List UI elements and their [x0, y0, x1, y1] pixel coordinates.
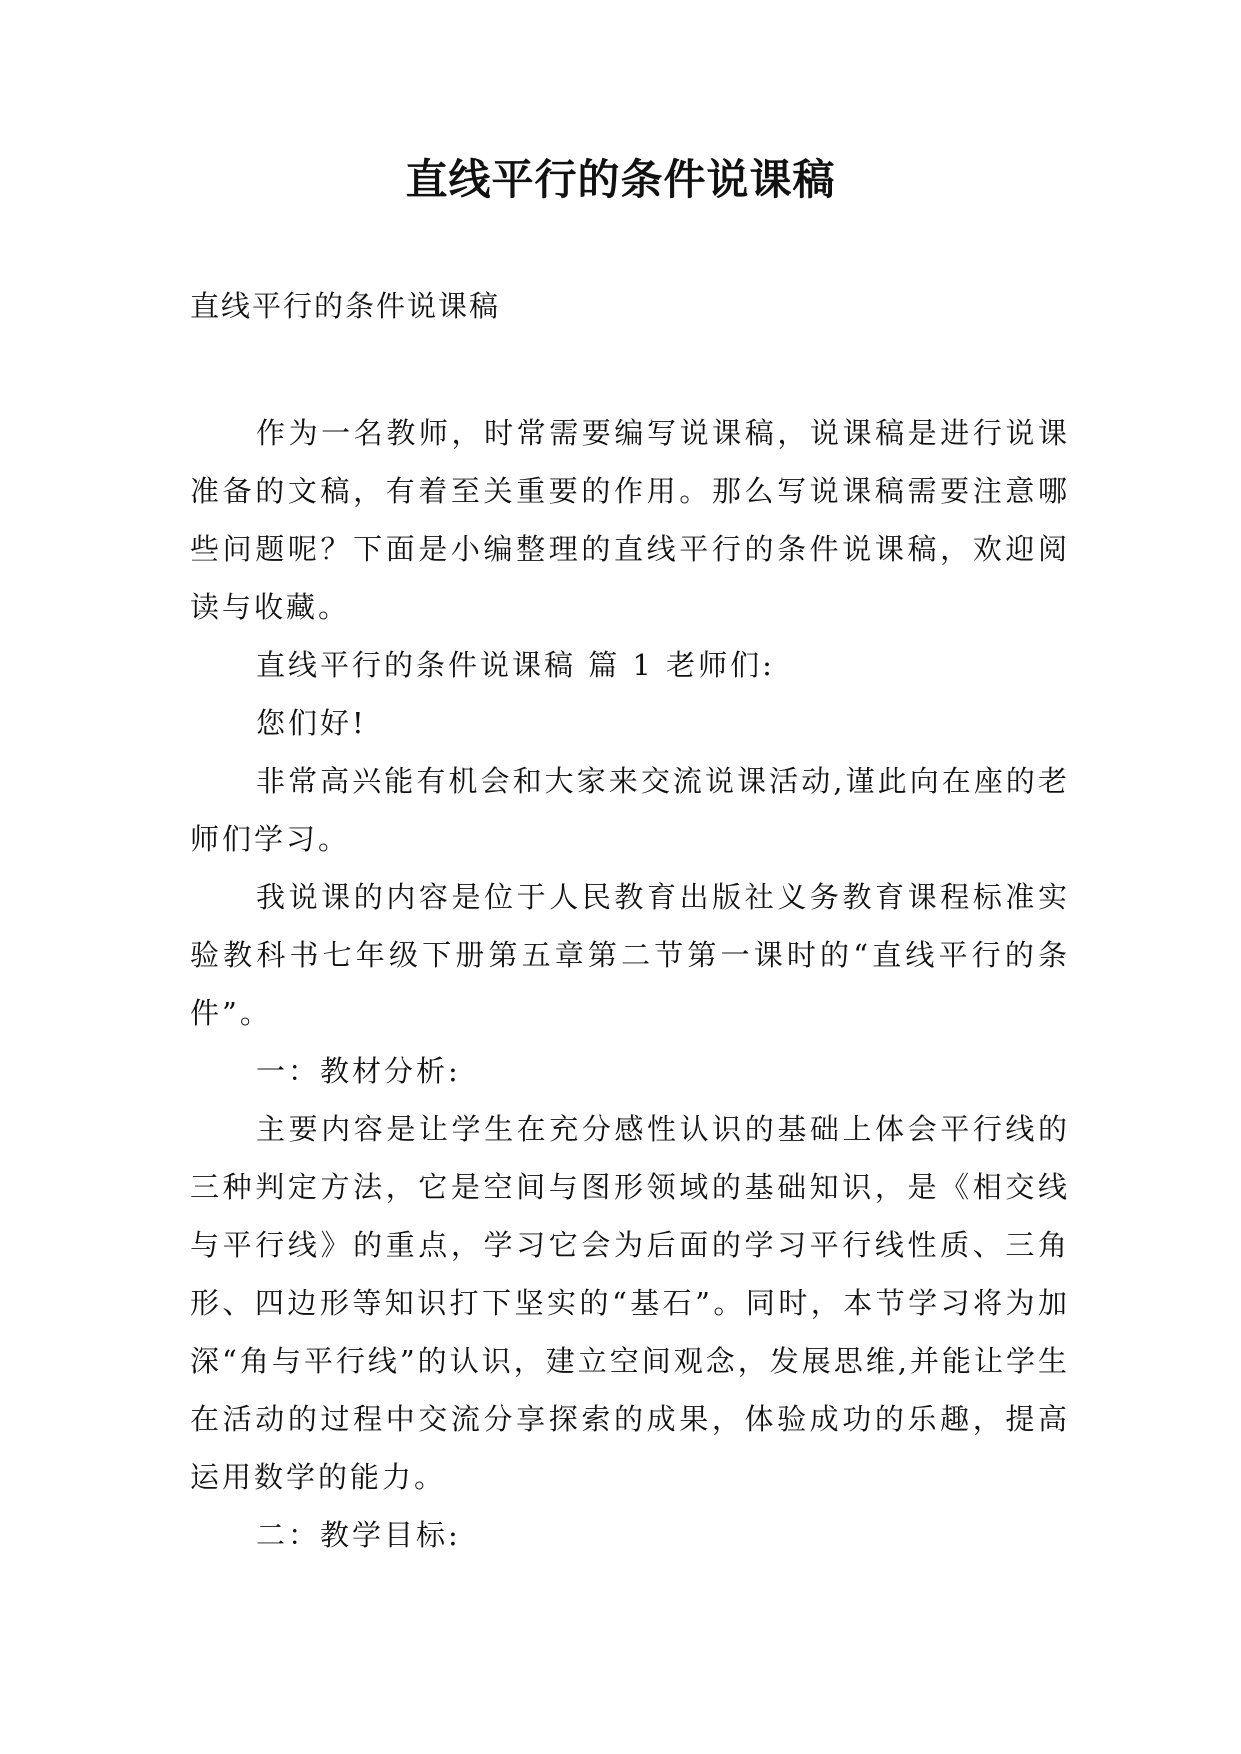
opening-paragraph: 非常高兴能有机会和大家来交流说课活动,谨此向在座的老师们学习。 [190, 764, 1070, 856]
section-heading-textbook-analysis: 一：教材分析: [256, 1054, 461, 1088]
greeting-paragraph: 您们好! [256, 706, 367, 740]
intro-paragraph: 作为一名教师，时常需要编写说课稿，说课稿是进行说课准备的文稿，有着至关重要的作用。那么写说课稿需要注意哪些问题呢？下面是小编整理的直线平行的条件说课稿，欢迎阅读与收藏。 [190, 416, 1070, 624]
analysis-paragraph: 主要内容是让学生在充分感性认识的基础上体会平行线的三种判定方法，它是空间与图形领域的基础知识，是《相交线与平行线》的重点，学习它会为后面的学习平行线性质、三角形、四边形等知识打下坚实的“基石”。同时，本节学习将为加深“角与平行线”的认识，建立空间观念，发展思维,并能让学生在活动的过程中交流分享探索的成果，体验成功的乐趣，提高运用数学的能力。 [190, 1112, 1070, 1494]
content-paragraph: 我说课的内容是位于人民教育出版社义务教育课程标准实验教科书七年级下册第五章第二节第一课时的“直线平行的条件”。 [190, 880, 1070, 1030]
document-title: 直线平行的条件说课稿 [405, 155, 836, 204]
document-body [190, 404, 1070, 1564]
section-heading-teaching-goals: 二：教学目标: [256, 1518, 461, 1552]
section-heading-part-1: 直线平行的条件说课稿 篇 1 老师们: [256, 648, 775, 682]
document-subtitle: 直线平行的条件说课稿 [190, 289, 501, 323]
